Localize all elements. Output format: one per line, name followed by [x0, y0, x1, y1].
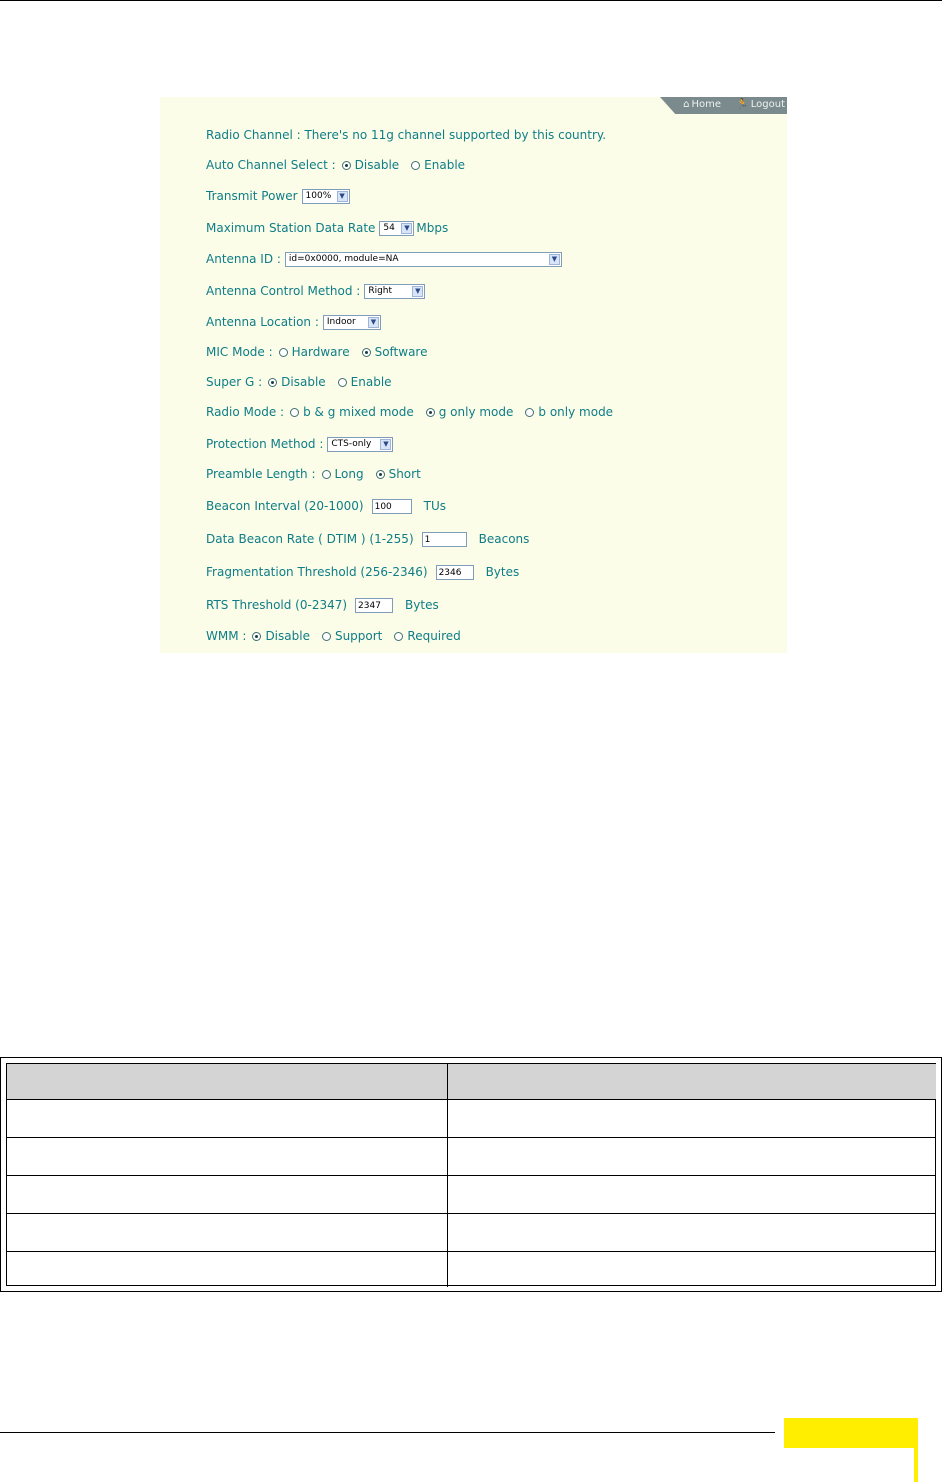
table-cell: [448, 1252, 936, 1287]
super-g-enable-label: Enable: [350, 375, 392, 389]
table-cell: [7, 1100, 448, 1138]
preamble-short-radio[interactable]: [376, 470, 385, 479]
preamble-long-label: Long: [334, 467, 364, 481]
frag-unit: Bytes: [485, 565, 520, 579]
chevron-down-icon: ▼: [412, 286, 423, 297]
antenna-location-row: [206, 313, 381, 331]
max-rate-unit: Mbps: [416, 221, 449, 235]
wmm-required-label: Required: [407, 629, 461, 643]
page-number-tab: [784, 1418, 918, 1482]
radio-mode-b-label: b only mode: [538, 405, 614, 419]
table-cell: [7, 1176, 448, 1214]
protection-value: CTS-only: [331, 439, 372, 449]
radio-mode-g-radio[interactable]: [426, 408, 435, 417]
wmm-disable-label: Disable: [265, 629, 310, 643]
mic-mode-row: [206, 343, 427, 361]
mic-mode-software-label: Software: [374, 345, 428, 359]
wmm-required-radio[interactable]: [394, 632, 403, 641]
antenna-id-select[interactable]: [285, 252, 562, 267]
chevron-down-icon: ▼: [337, 191, 348, 202]
radio-channel-row: [206, 126, 606, 144]
radio-mode-bg-label: b & g mixed mode: [303, 405, 414, 419]
protection-select[interactable]: [327, 437, 393, 452]
transmit-power-select[interactable]: [302, 189, 350, 204]
rts-row: [206, 596, 439, 614]
wmm-disable-radio[interactable]: [252, 632, 261, 641]
wireless-settings-panel: [160, 97, 787, 653]
frag-row: [206, 563, 519, 581]
rts-input[interactable]: 2347: [355, 598, 393, 613]
preamble-short-label: Short: [388, 467, 421, 481]
auto-channel-row: [206, 156, 465, 174]
antenna-id-label: Antenna ID :: [206, 252, 281, 266]
protection-row: [206, 435, 393, 453]
antenna-id-value: id=0x0000, module=NA: [288, 254, 399, 264]
preamble-long-radio[interactable]: [322, 470, 331, 479]
antenna-location-value: Indoor: [326, 317, 356, 327]
footer-rule: [0, 1432, 775, 1433]
beacon-interval-unit: TUs: [423, 499, 446, 513]
home-link[interactable]: [683, 99, 721, 110]
auto-channel-disable-radio[interactable]: [342, 161, 351, 170]
transmit-power-label: Transmit Power: [206, 189, 298, 203]
table-cell: [448, 1214, 936, 1252]
chevron-down-icon: ▼: [380, 439, 391, 450]
wmm-label: WMM :: [206, 629, 247, 643]
dtim-label: Data Beacon Rate ( DTIM ) (1-255): [206, 532, 414, 546]
table-cell: [448, 1176, 936, 1214]
mic-mode-label: MIC Mode :: [206, 345, 273, 359]
super-g-enable-radio[interactable]: [338, 378, 347, 387]
dtim-unit: Beacons: [478, 532, 530, 546]
logout-icon: 🏃: [736, 99, 749, 110]
auto-channel-disable-label: Disable: [354, 158, 400, 172]
wmm-support-radio[interactable]: [322, 632, 331, 641]
rts-label: RTS Threshold (0-2347): [206, 598, 348, 612]
table-header-cell: [7, 1064, 448, 1100]
beacon-interval-input[interactable]: 100: [372, 499, 412, 514]
auto-channel-label: Auto Channel Select :: [206, 158, 336, 172]
transmit-power-row: [206, 187, 350, 205]
rts-unit: Bytes: [405, 598, 439, 612]
protection-label: Protection Method :: [206, 437, 324, 451]
table-header-cell: [448, 1064, 936, 1100]
top-nav-bar: [160, 97, 787, 114]
table-cell: [448, 1100, 936, 1138]
max-rate-row: [206, 219, 448, 237]
antenna-control-select[interactable]: [364, 284, 425, 299]
max-rate-select[interactable]: [379, 221, 414, 236]
mic-mode-software-radio[interactable]: [362, 348, 371, 357]
frag-label: Fragmentation Threshold (256-2346): [206, 565, 428, 579]
antenna-control-label: Antenna Control Method :: [206, 284, 361, 298]
wmm-support-label: Support: [334, 629, 383, 643]
antenna-location-label: Antenna Location :: [206, 315, 319, 329]
chevron-down-icon: ▼: [368, 317, 379, 328]
parameter-table-inner: [6, 1063, 936, 1286]
transmit-power-value: 100%: [305, 191, 332, 201]
home-icon: ⌂: [683, 99, 690, 110]
top-rule: [0, 0, 942, 1]
table-cell: [7, 1214, 448, 1252]
super-g-disable-radio[interactable]: [268, 378, 277, 387]
auto-channel-enable-radio[interactable]: [411, 161, 420, 170]
max-rate-label: Maximum Station Data Rate: [206, 221, 376, 235]
max-rate-value: 54: [383, 223, 395, 233]
radio-mode-label: Radio Mode :: [206, 405, 285, 419]
mic-mode-hardware-label: Hardware: [291, 345, 350, 359]
preamble-label: Preamble Length :: [206, 467, 316, 481]
antenna-id-row: [206, 250, 562, 268]
auto-channel-enable-label: Enable: [424, 158, 466, 172]
dtim-input[interactable]: 1: [422, 532, 467, 547]
antenna-control-row: [206, 282, 425, 300]
mic-mode-hardware-radio[interactable]: [279, 348, 288, 357]
radio-mode-row: [206, 403, 613, 421]
antenna-location-select[interactable]: [323, 315, 381, 330]
radio-mode-g-label: g only mode: [438, 405, 514, 419]
frag-input[interactable]: 2346: [436, 565, 474, 580]
table-cell: [448, 1138, 936, 1176]
preamble-row: [206, 465, 421, 483]
super-g-row: [206, 373, 392, 391]
parameter-table: [0, 1057, 942, 1292]
super-g-label: Super G :: [206, 375, 263, 389]
home-link-label: Home: [691, 99, 721, 110]
logout-link[interactable]: [736, 99, 785, 110]
dtim-row: [206, 530, 529, 548]
chevron-down-icon: ▼: [401, 223, 412, 234]
wmm-row: [206, 627, 461, 645]
chevron-down-icon: ▼: [549, 254, 560, 265]
radio-channel-text: Radio Channel : There's no 11g channel supported by this country.: [206, 128, 607, 142]
beacon-interval-row: [206, 497, 446, 515]
beacon-interval-label: Beacon Interval (20-1000): [206, 499, 364, 513]
radio-mode-b-radio[interactable]: [525, 408, 534, 417]
radio-mode-bg-radio[interactable]: [290, 408, 299, 417]
table-cell: [7, 1252, 448, 1287]
antenna-control-value: Right: [368, 286, 393, 296]
super-g-disable-label: Disable: [281, 375, 326, 389]
table-cell: [7, 1138, 448, 1176]
logout-link-label: Logout: [750, 99, 785, 110]
